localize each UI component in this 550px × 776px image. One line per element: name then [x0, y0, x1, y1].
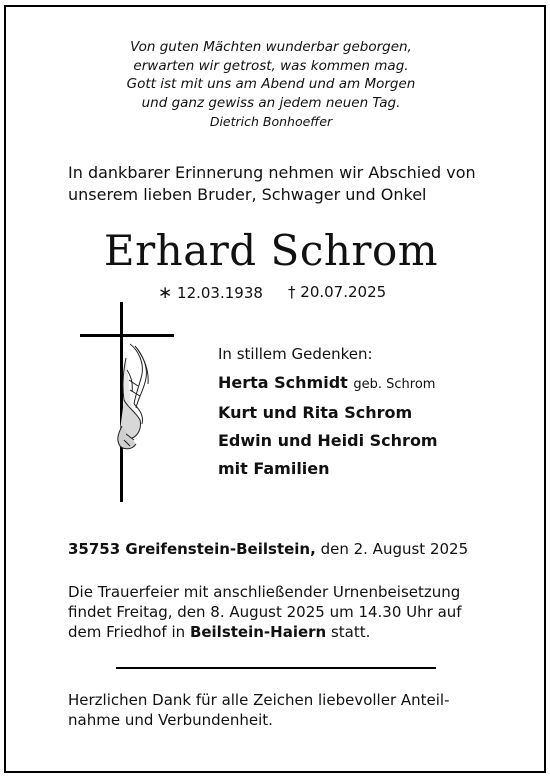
death-date-value: 20.07.2025 — [300, 283, 387, 301]
mourner-note: geb. Schrom — [353, 377, 436, 392]
notice-text: statt. — [326, 623, 371, 641]
place-date — [68, 540, 468, 558]
intro-text — [68, 162, 476, 206]
poem-line: Gott ist mit uns am Abend und am Morgen — [126, 76, 416, 92]
cross-icon — [78, 300, 178, 505]
mourner-line: Edwin und Heidi Schrom — [218, 431, 438, 450]
divider — [116, 667, 436, 669]
poem — [0, 38, 542, 132]
mourners-heading: In stillem Gedenken: — [218, 345, 373, 363]
mourner-line — [218, 369, 438, 399]
mourner-line: mit Familien — [218, 459, 330, 478]
birth-star-icon: ∗ — [158, 283, 173, 303]
notice-line: findet Freitag, den 8. August 2025 um 14.30 Uhr auf — [68, 603, 462, 621]
thanks-line: Herzlichen Dank für alle Zeichen liebevoller Anteil- — [68, 691, 450, 709]
notice-line — [68, 622, 462, 642]
mourner-name: Herta Schmidt — [218, 373, 348, 392]
mourners-block — [218, 345, 438, 483]
cemetery-place: Beilstein-Haiern — [189, 623, 327, 641]
deceased-name: Erhard Schrom — [103, 226, 439, 275]
poem-author: Dietrich Bonhoeffer — [209, 114, 333, 129]
notice-text: dem Friedhof in — [68, 623, 190, 641]
death-cross-icon: † — [288, 283, 296, 301]
poem-line: erwarten wir getrost, was kommen mag. — [133, 57, 409, 74]
date: den 2. August 2025 — [315, 540, 469, 558]
funeral-notice — [68, 582, 462, 642]
mourner-line: Kurt und Rita Schrom — [218, 403, 413, 422]
death-date — [288, 283, 386, 301]
poem-line: und ganz gewiss an jedem neuen Tag. — [141, 94, 401, 111]
intro-line: unserem lieben Bruder, Schwager und Onkel — [68, 185, 427, 204]
notice-line: Die Trauerfeier mit anschließender Urnenbeisetzung — [68, 583, 461, 601]
thanks-text — [68, 690, 450, 730]
birth-date-value: 12.03.1938 — [177, 284, 263, 302]
intro-line: In dankbarer Erinnerung nehmen wir Abschied von — [68, 163, 476, 182]
poem-line: Von guten Mächten wunderbar geborgen, — [130, 39, 412, 55]
place: 35753 Greifenstein-Beilstein, — [68, 540, 316, 558]
thanks-line: nahme und Verbundenheit. — [68, 711, 273, 729]
